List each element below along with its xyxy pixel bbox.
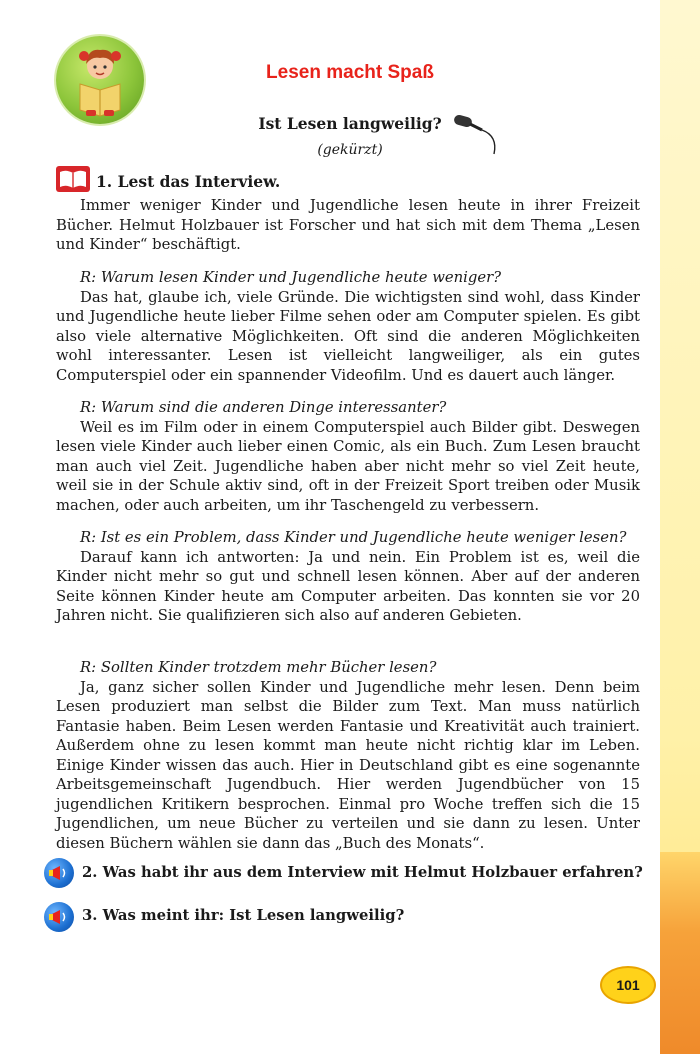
task-2-heading: 2. Was habt ihr aus dem Interview mit Helmut Holzbauer erfahren? bbox=[82, 864, 643, 881]
shortened-note: (gekürzt) bbox=[317, 142, 383, 158]
interview-question: R: Ist es ein Problem, dass Kinder und Jugendliche heute weniger lesen? bbox=[80, 529, 627, 546]
page-number: 101 bbox=[600, 966, 656, 1004]
open-book-icon bbox=[56, 166, 90, 192]
intro-paragraph bbox=[56, 196, 640, 255]
page-title: Lesen macht Spaß bbox=[266, 62, 434, 83]
article-title bbox=[0, 114, 700, 133]
article-title-text: Ist Lesen langweilig? bbox=[258, 114, 442, 133]
interview-question: R: Sollten Kinder trotzdem mehr Bücher lesen? bbox=[80, 659, 437, 676]
interview-question: R: Warum lesen Kinder und Jugendliche heute weniger? bbox=[80, 269, 502, 286]
intro-text: Immer weniger Kinder und Jugendliche lesen heute in ihrer Freizeit Bücher. Helmut Holzbauer ist Forscher und hat sich mit dem Thema „Lesen und Kinder“ beschäftigt. bbox=[56, 197, 640, 253]
interview-block-3 bbox=[56, 528, 640, 626]
side-decoration-accent bbox=[660, 852, 700, 1054]
task-3-heading: 3. Was meint ihr: Ist Lesen langweilig? bbox=[82, 907, 405, 924]
megaphone-icon bbox=[44, 858, 74, 888]
interview-answer: Weil es im Film oder in einem Computerspiel auch Bilder gibt. Deswegen lesen viele Kinder auch lieber einen Comic, als ein Buch. Zum Lesen braucht man auch viel Zeit. Jugendliche haben aber nicht mehr so viel Zeit heute, weil sie in der Schule aktiv sind, oft in der Freizeit Sport treiben oder Musik machen, oder auch arbeiten, um ihr Taschengeld zu verbessern. bbox=[56, 418, 640, 514]
interview-answer: Ja, ganz sicher sollen Kinder und Jugendliche mehr lesen. Denn beim Lesen produziert man selbst die Bilder zum Text. Man muss natürlich Fantasie haben. Beim Lesen werden Fantasie und Kreativität auch trainiert. Außerdem ohne zu lesen kommt man heute nicht richtig klar im Leben. Einige Kinder wissen das auch. Hier in Deutschland gibt es eine sogenannte Arbeitsgemeinschaft Jugendbuch. Hier werden Jugendbücher von 15 jugendlichen Kritikern besprochen. Einmal pro Woche treffen sich die 15 Jugendlichen, um neue Bücher zu verteilen und sie dann zu lesen. Unter diesen Büchern wählen sie dann das „Buch des Monats“. bbox=[56, 678, 640, 852]
interview-question: R: Warum sind die anderen Dinge interessanter? bbox=[80, 399, 447, 416]
interview-block-1 bbox=[56, 268, 640, 385]
megaphone-icon bbox=[44, 902, 74, 932]
interview-block-2 bbox=[56, 398, 640, 515]
interview-block-4 bbox=[56, 658, 640, 853]
interview-answer: Darauf kann ich antworten: Ja und nein. Ein Problem ist es, weil die Kinder nicht mehr so gut und schnell lesen können. Aber auf der anderen Seite können Kinder heute am Computer arbeiten. Das konnten sie vor 20 Jahren nicht. Sie qualifizieren sich also auf anderen Gebieten. bbox=[56, 548, 640, 624]
task-1-heading: 1. Lest das Interview. bbox=[96, 172, 281, 191]
interview-answer: Das hat, glaube ich, viele Gründe. Die wichtigsten sind wohl, dass Kinder und Jugendliche heute lieber Filme sehen oder am Computer spielen. Es gibt also viele alternative Möglichkeiten. Oft sind die anderen Möglichkeiten wohl interessanter. Lesen ist vielleicht langweiliger, als ein gutes Computerspiel oder ein spannender Videofilm. Und es dauert auch länger. bbox=[56, 288, 640, 384]
